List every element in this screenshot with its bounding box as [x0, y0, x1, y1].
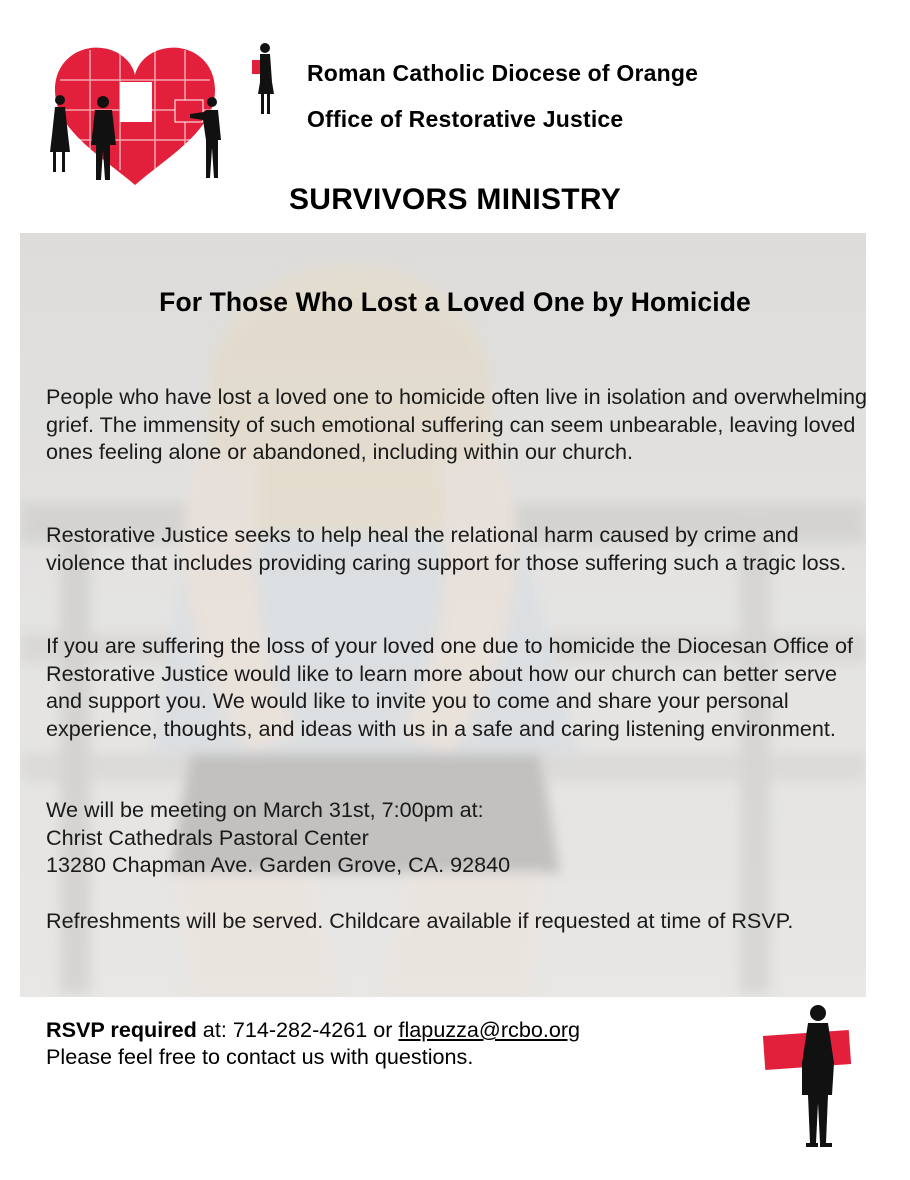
mission-paragraph: Restorative Justice seeks to help heal the relational harm caused by crime and violence that includes providing caring support for those suffering such a tragic loss.: [46, 522, 847, 575]
man-holding-puzzle-piece-icon: [762, 1003, 854, 1149]
organization-name: Roman Catholic Diocese of Orange: [307, 60, 699, 86]
office-name: Office of Restorative Justice: [307, 106, 624, 132]
rsvp-email-link[interactable]: flapuzza@rcbo.org: [398, 1017, 581, 1042]
rsvp-section: [46, 1016, 580, 1070]
meeting-line: We will be meeting on March 31st, 7:00pm at:: [46, 797, 484, 822]
rsvp-phone-text: at: 714-282-4261 or: [196, 1017, 399, 1042]
meeting-details: [46, 796, 876, 879]
woman-silhouette-icon: [250, 42, 280, 116]
heart-puzzle-logo-icon: [40, 40, 230, 190]
intro-paragraph: People who have lost a loved one to homicide often live in isolation and overwhelming grief. The immensity of such emotional suffering can seem unbearable, leaving loved ones feeling alone or abandoned, including within our church.: [46, 384, 868, 464]
invitation-paragraph: If you are suffering the loss of your loved one due to homicide the Diocesan Office of Restorative Justice would like to learn more about how our church can better serve and support you. We would like to invite you to come and share your personal experience, thoughts, and ideas with us in a safe and caring listening environment.: [46, 633, 854, 741]
ministry-title: SURVIVORS MINISTRY: [288, 183, 622, 216]
headline: For Those Who Lost a Loved One by Homicide: [159, 287, 751, 317]
rsvp-note: Please feel free to contact us with questions.: [46, 1044, 474, 1069]
venue-address: 13280 Chapman Ave. Garden Grove, CA. 92840: [46, 852, 511, 877]
refreshments-paragraph: Refreshments will be served. Childcare available if requested at time of RSVP.: [46, 908, 794, 933]
rsvp-label: RSVP required: [46, 1017, 197, 1042]
venue-name: Christ Cathedrals Pastoral Center: [46, 824, 369, 850]
background-photo: [20, 233, 866, 997]
